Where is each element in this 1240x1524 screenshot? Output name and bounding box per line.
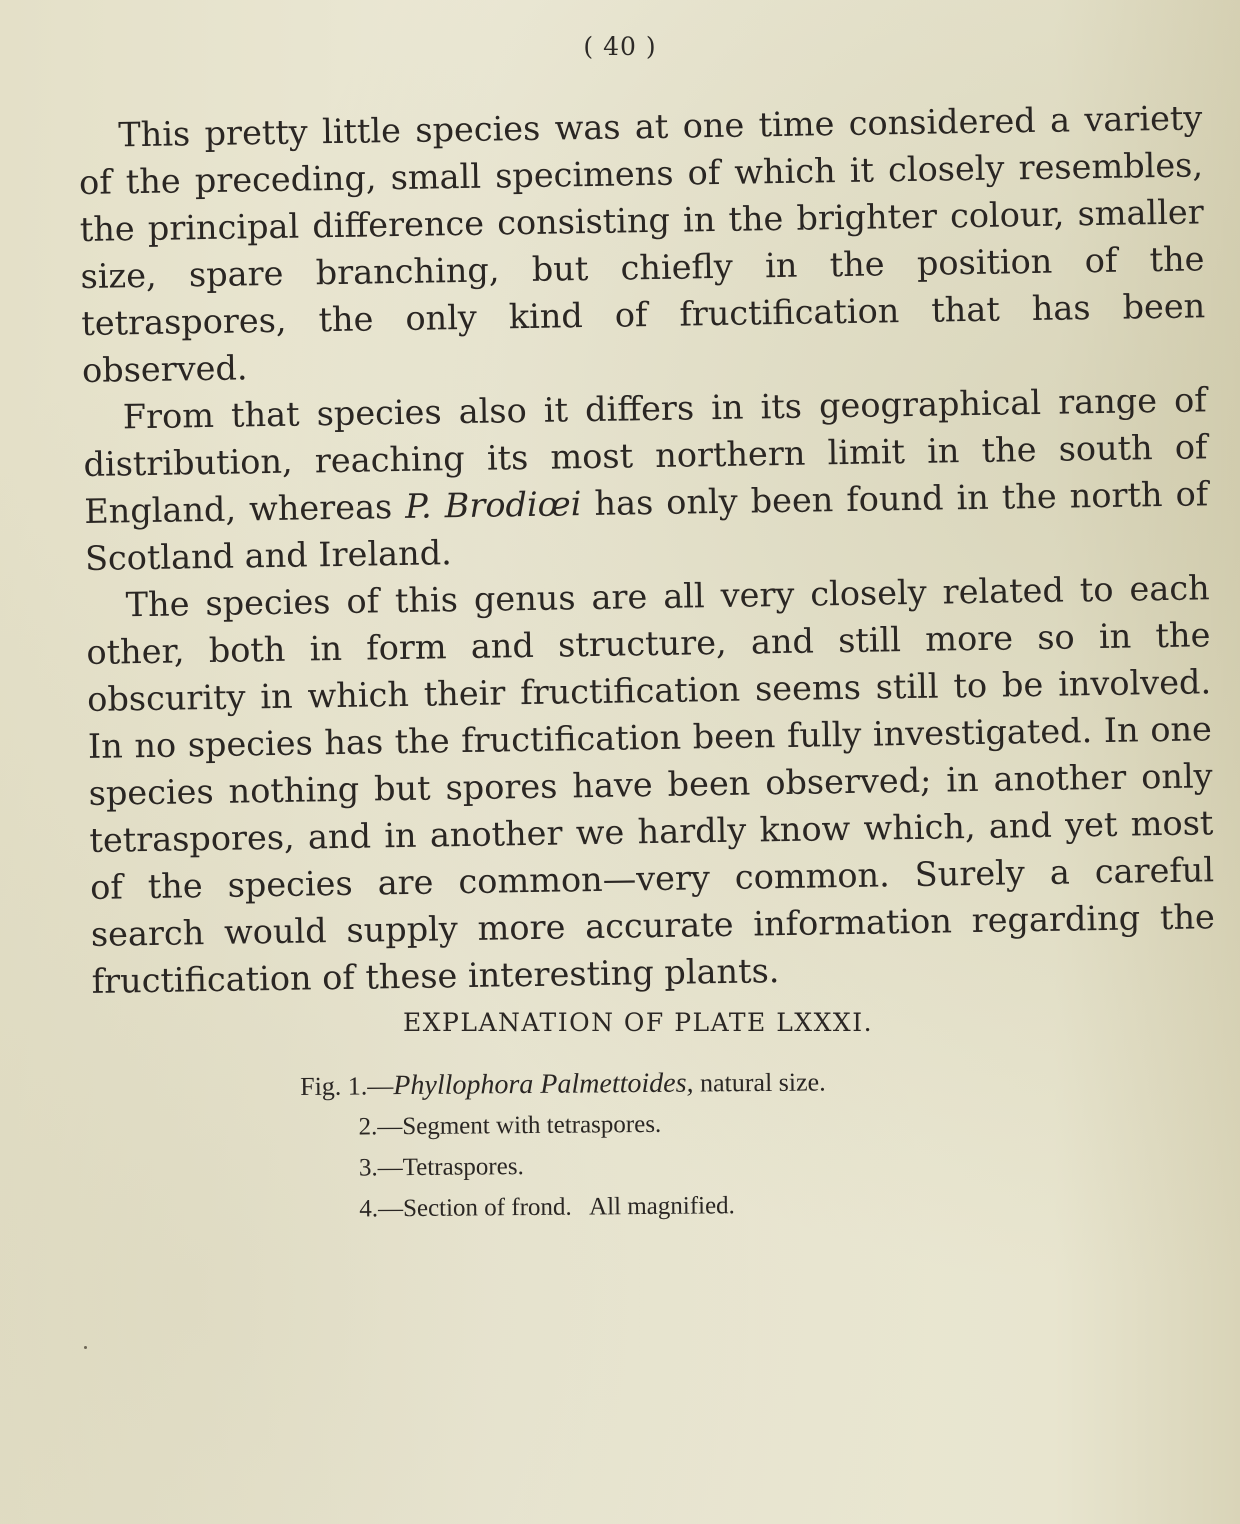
page-number: ( 40 ) <box>583 32 657 61</box>
figure-item-2: 2.—Segment with tetraspores. <box>358 1110 662 1141</box>
plate-heading: EXPLANATION OF PLATE LXXXI. <box>402 1008 874 1037</box>
figure-1-prefix: Fig. 1.— <box>300 1071 394 1101</box>
paragraph-2 <box>82 376 1209 582</box>
species-name-italic: P. Brodiœi <box>404 484 582 526</box>
figure-list <box>300 1060 1001 1230</box>
paragraph-1: This pretty little species was at one time considered a variety of the preceding, small specimens of which it closely resembles, the principal difference consisting in the brighter colour, smaller size, spare branching, but chiefly in the position of the tetraspores, the only kind of fructification that has been observed. <box>78 98 1206 390</box>
figure-item-4: 4.—Section of frond. All magnified. <box>359 1192 735 1223</box>
body-text <box>78 94 1216 1005</box>
figure-1-species: Phyllophora Palmettoides, <box>393 1067 694 1102</box>
paragraph-2-text-a: From that species also it differs in its geographical range of distribution, reaching its most northern limit in the south of England, whereas <box>83 380 1208 531</box>
figure-1-suffix: natural size. <box>693 1067 826 1098</box>
figure-item-1 <box>300 1060 1000 1107</box>
paragraph-3: The species of this genus are all very closely related to each other, both in form and structure, and still more so in the obscurity in which their fructification seems still to be involved. In no species has the fructification been fully investigated. In one species nothing but spores have been observed; in another only tetraspores, and in another we hardly know which, and yet most of the species are common—very common. Surely a careful search would supply more accurate information regarding the fructification of these interesting plants. <box>86 568 1216 1001</box>
figure-item-3: 3.—Tetraspores. <box>358 1153 524 1182</box>
paper-speck <box>84 1346 87 1349</box>
paragraph-2-text-b: has only been found in the north of Scotland and Ireland. <box>84 474 1209 578</box>
